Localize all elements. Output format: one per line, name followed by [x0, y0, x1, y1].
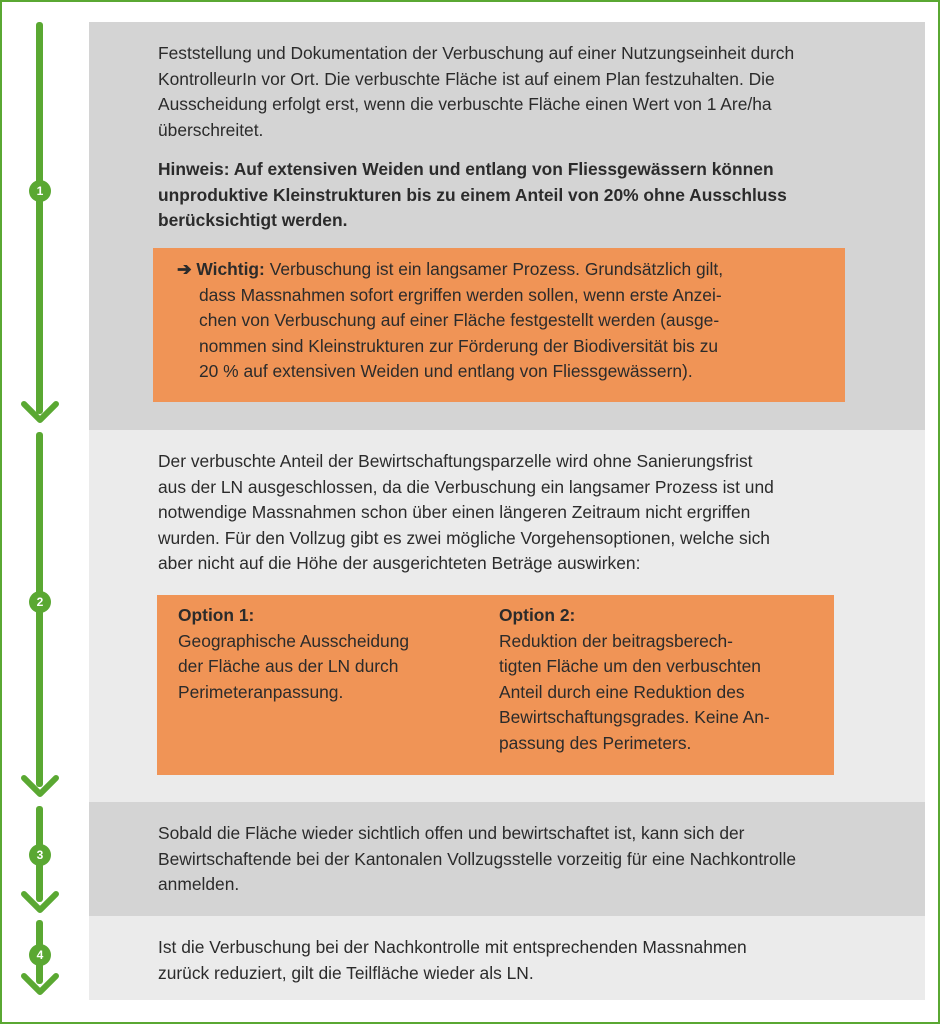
step-2-line: aus der LN ausgeschlossen, da die Verbuschung ein langsamer Prozess ist und [158, 476, 774, 497]
note-line: unproduktive Kleinstrukturen bis zu einem Anteil von 20% ohne Ausschluss [158, 184, 787, 205]
option-1-title: Option 1: [178, 605, 255, 625]
important-label: Wichtig: [196, 259, 265, 279]
important-text [177, 257, 837, 385]
step-3-line: Bewirtschaftende bei der Kantonalen Vollzugsstelle vorzeitig für eine Nachkontrolle [158, 848, 797, 869]
step-3-number: 3 [29, 844, 51, 866]
important-line: chen von Verbuschung auf einer Fläche festgestellt werden (ausge- [199, 310, 720, 330]
option-2-line: passung des Perimeters. [499, 732, 692, 753]
important-box [153, 248, 845, 402]
important-line: nommen sind Kleinstrukturen zur Förderung der Biodiversität bis zu [199, 335, 719, 356]
options-box [157, 595, 834, 775]
step-2-line: wurden. Für den Vollzug gibt es zwei mögliche Vorgehensoptionen, welche sich [158, 527, 770, 548]
step-3-line: Sobald die Fläche wieder sichtlich offen und bewirtschaftet ist, kann sich der [158, 823, 745, 843]
option-1-line: der Fläche aus der LN durch [178, 656, 399, 676]
step-4-line: Ist die Verbuschung bei der Nachkontrolle mit entsprechenden Massnahmen [158, 937, 747, 957]
important-line: dass Massnahmen sofort ergriffen werden sollen, wenn erste Anzei- [199, 284, 722, 305]
step-1-line: KontrolleurIn vor Ort. Die verbuschte Fläche ist auf einem Plan festzuhalten. Die [158, 68, 775, 89]
option-2-line: Reduktion der beitragsberech- [499, 630, 733, 651]
option-2 [499, 603, 829, 756]
option-1-line: Perimeteranpassung. [178, 681, 344, 702]
step-4-arrowhead-icon [20, 972, 60, 996]
arrow-right-icon: ➔ [177, 259, 192, 279]
step-2-line: Der verbuschte Anteil der Bewirtschaftungsparzelle wird ohne Sanierungsfrist [158, 451, 753, 471]
option-2-line: tigten Fläche um den verbuschten [499, 656, 761, 676]
step-2-line: aber nicht auf die Höhe der ausgerichteten Beträge auswirken: [158, 553, 641, 573]
option-2-line: Anteil durch eine Reduktion des [499, 681, 745, 702]
step-3-line: anmelden. [158, 874, 240, 894]
step-2-number: 2 [29, 591, 51, 613]
option-1 [178, 603, 478, 705]
step-1-arrowhead-icon [20, 400, 60, 424]
step-1-number: 1 [29, 180, 51, 202]
step-2-text [158, 449, 908, 577]
step-4-text [158, 935, 908, 986]
step-1-arrow-line [36, 22, 43, 414]
step-4-line: zurück reduziert, gilt die Teilfläche wieder als LN. [158, 962, 534, 983]
important-line: 20 % auf extensiven Weiden und entlang von Fliessgewässern). [199, 361, 693, 381]
step-1-line: Ausscheidung erfolgt erst, wenn die verbuschte Fläche einen Wert von 1 Are/ha [158, 94, 772, 114]
step-2-line: notwendige Massnahmen schon über einen längeren Zeitraum nicht ergriffen [158, 502, 751, 522]
step-3-arrowhead-icon [20, 890, 60, 914]
step-3-text [158, 821, 908, 898]
step-1-line: Feststellung und Dokumentation der Verbuschung auf einer Nutzungseinheit durch [158, 43, 795, 63]
step-1-text [158, 41, 908, 143]
option-1-line: Geographische Ausscheidung [178, 630, 410, 651]
step-1-note [158, 157, 908, 234]
note-line: Hinweis: Auf extensiven Weiden und entlang von Fliessgewässern können [158, 159, 774, 179]
step-4-number: 4 [29, 944, 51, 966]
important-first-line [177, 257, 837, 283]
option-2-title: Option 2: [499, 605, 576, 625]
important-first-text: Verbuschung ist ein langsamer Prozess. Grundsätzlich gilt, [264, 259, 724, 279]
option-2-line: Bewirtschaftungsgrades. Keine An- [499, 707, 770, 727]
step-2-arrowhead-icon [20, 774, 60, 798]
note-line: berücksichtigt werden. [158, 210, 348, 230]
step-1-line: überschreitet. [158, 119, 264, 140]
